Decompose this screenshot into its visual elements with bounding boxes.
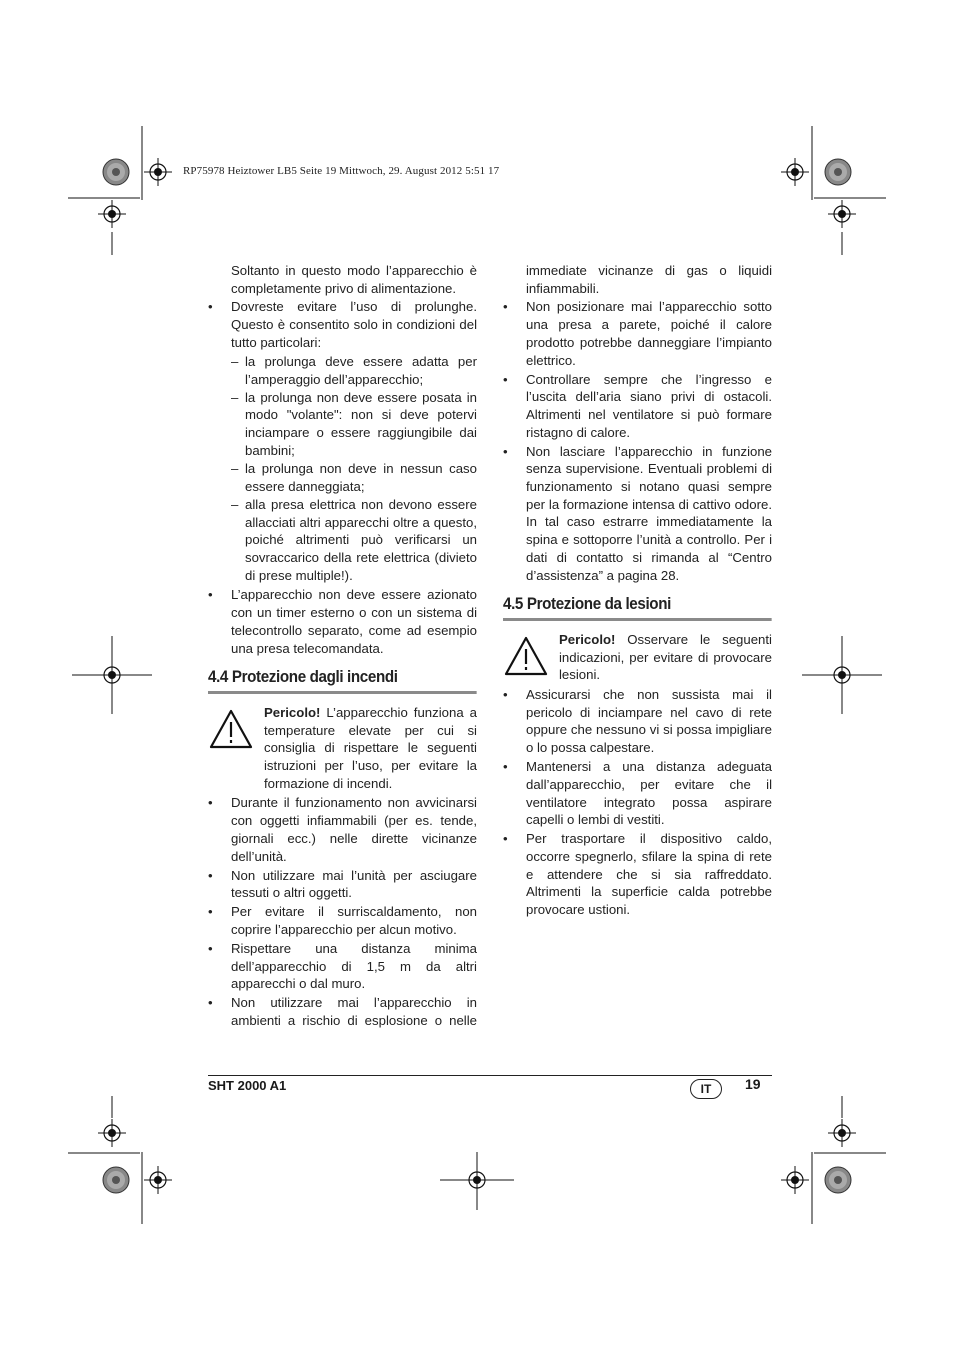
list-item-text: Dovreste evitare l’uso di prolunghe. Questo è consentito solo in condizioni del tutto particolari: [231,299,477,350]
warning-label: Pericolo! [559,631,616,647]
list-item [208,586,477,657]
list-item [503,686,772,757]
bullet-glyph: • [208,867,213,883]
list-item-text: Non lasciare l’apparecchio in funzione senza supervisione. Eventuali problemi di funzionamento si notano quasi sempre per la formazione intensa di cattivo odore. In tal caso estrarre immediatamente la spina e sottoporre l’unità a controllo. Per i dati di contatto si rimanda al “Centro d’assistenza” a pagina 28. [526,443,772,583]
warning-block [208,704,477,793]
right-column [503,262,772,920]
list-item [208,940,477,993]
list-item [208,298,477,351]
dash-glyph: – [231,353,239,369]
list-item-text: Per trasportare il dispositivo caldo, occorre spegnerlo, sfilare la spina di rete e attendere che si sia raffreddato. Altrimenti la superficie calda potrebbe provocare ustioni. [526,831,772,918]
bullet-glyph: • [208,587,213,603]
list-item [208,994,477,1029]
list-item [503,371,772,442]
warning-icon [503,631,559,684]
sub-list-item [231,460,477,495]
warning-label: Pericolo! [264,704,321,720]
sub-list-item [231,496,477,585]
warning-text: L’apparecchio funziona a temperature elevate per cui si consiglia di rispettare le seguenti istruzioni per l’uso, per evitare la formazione di incendi. [264,704,477,791]
bullet-glyph: • [208,904,213,920]
section-heading: 4.5 Protezione da lesioni [503,596,772,621]
dash-glyph: – [231,389,239,405]
list-item [503,758,772,829]
sub-list-item-text: la prolunga deve essere adatta per l’amperaggio dell’apparecchio; [245,353,477,387]
print-slug: RP75978 Heiztower LB5 Seite 19 Mittwoch, 29. August 2012 5:51 17 [183,165,500,177]
bullet-glyph: • [503,759,508,775]
list-item [208,867,477,902]
list-item [503,298,772,369]
list-item [208,794,477,865]
list-item-text: Non utilizzare mai l’unità per asciugare tessuti o altri oggetti. [231,867,477,901]
footer-model: SHT 2000 A1 [208,1078,287,1093]
bullet-glyph: • [503,443,508,459]
sub-list-item-text: alla presa elettrica non devono essere allacciati altri apparecchi oltre a questo, poiché altrimenti può verificarsi un sovraccarico della rete elettrica (divieto di prese multiple!). [245,496,477,583]
list-item-text: Assicurarsi che non sussista mai il pericolo di inciampare nel cavo di rete oppure che nessuno vi si possa impigliare o lo possa calpestare. [526,687,772,756]
page-number: 19 [745,1076,761,1092]
bullet-glyph: • [503,687,508,703]
bullet-glyph: • [208,995,213,1011]
list-item-text: L’apparecchio non deve essere azionato con un timer esterno o con un sistema di telecontrollo separato, come ad esempio una presa telecomandata. [231,587,477,656]
bullet-glyph: • [208,795,213,811]
continued-paragraph: immediate vicinanze di gas o liquidi infiammabili. [526,263,772,296]
list-item-text: Durante il funzionamento non avvicinarsi con oggetti infiammabili (per es. tende, giornali ecc.) nelle dirette vicinanze dell’unità. [231,795,477,864]
sub-list-item [231,389,477,460]
list-item-text: Non posizionare mai l’apparecchio sotto una presa a parete, poiché il calore prodotto potrebbe danneggiare l’impianto elettrico. [526,299,772,368]
left-column [208,262,477,1031]
warning-icon [208,704,264,793]
bullet-glyph: • [503,299,508,315]
list-item-text: Rispettare una distanza minima dell’apparecchio di 1,5 m da altri apparecchi o dal muro. [231,941,477,992]
sub-list-item-text: la prolunga non deve in nessun caso essere danneggiata; [245,461,477,494]
bullet-glyph: • [208,941,213,956]
list-item [503,443,772,585]
sub-list-item-text: la prolunga non deve essere posata in modo "volante": non si deve potervi inciampare o essere raggiungibile dai bambini; [245,389,477,458]
warning-text: Osservare le seguenti indicazioni, per evitare di provocare lesioni. [559,631,772,683]
bullet-glyph: • [503,371,508,387]
warning-block [503,631,772,684]
list-item-text: Controllare sempre che l’ingresso e l’uscita dell’aria siano privi di ostacoli. Altrimenti nel ventilatore si può formare ristagno di calore. [526,371,772,440]
list-item-text: Non utilizzare mai l’apparecchio in ambienti a rischio di esplosione o nelle [231,995,477,1029]
footer-rule [208,1075,772,1076]
list-item [503,830,772,919]
bullet-glyph: • [208,299,213,315]
dash-glyph: – [231,461,239,477]
language-badge: IT [690,1079,722,1099]
intro-paragraph: Soltanto in questo modo l’apparecchio è completamente privo di alimentazione. [231,263,477,296]
list-item-text: Mantenersi a una distanza adeguata dall’apparecchio, per evitare che il ventilatore integrato possa aspirare capelli o lembi di vestiti. [526,759,772,828]
dash-glyph: – [231,496,239,512]
section-heading: 4.4 Protezione dagli incendi [208,669,477,694]
sub-list-item [231,353,477,388]
bullet-glyph: • [503,831,508,847]
list-item-text: Per evitare il surriscaldamento, non coprire l’apparecchio per alcun motivo. [231,904,477,937]
list-item [208,903,477,938]
